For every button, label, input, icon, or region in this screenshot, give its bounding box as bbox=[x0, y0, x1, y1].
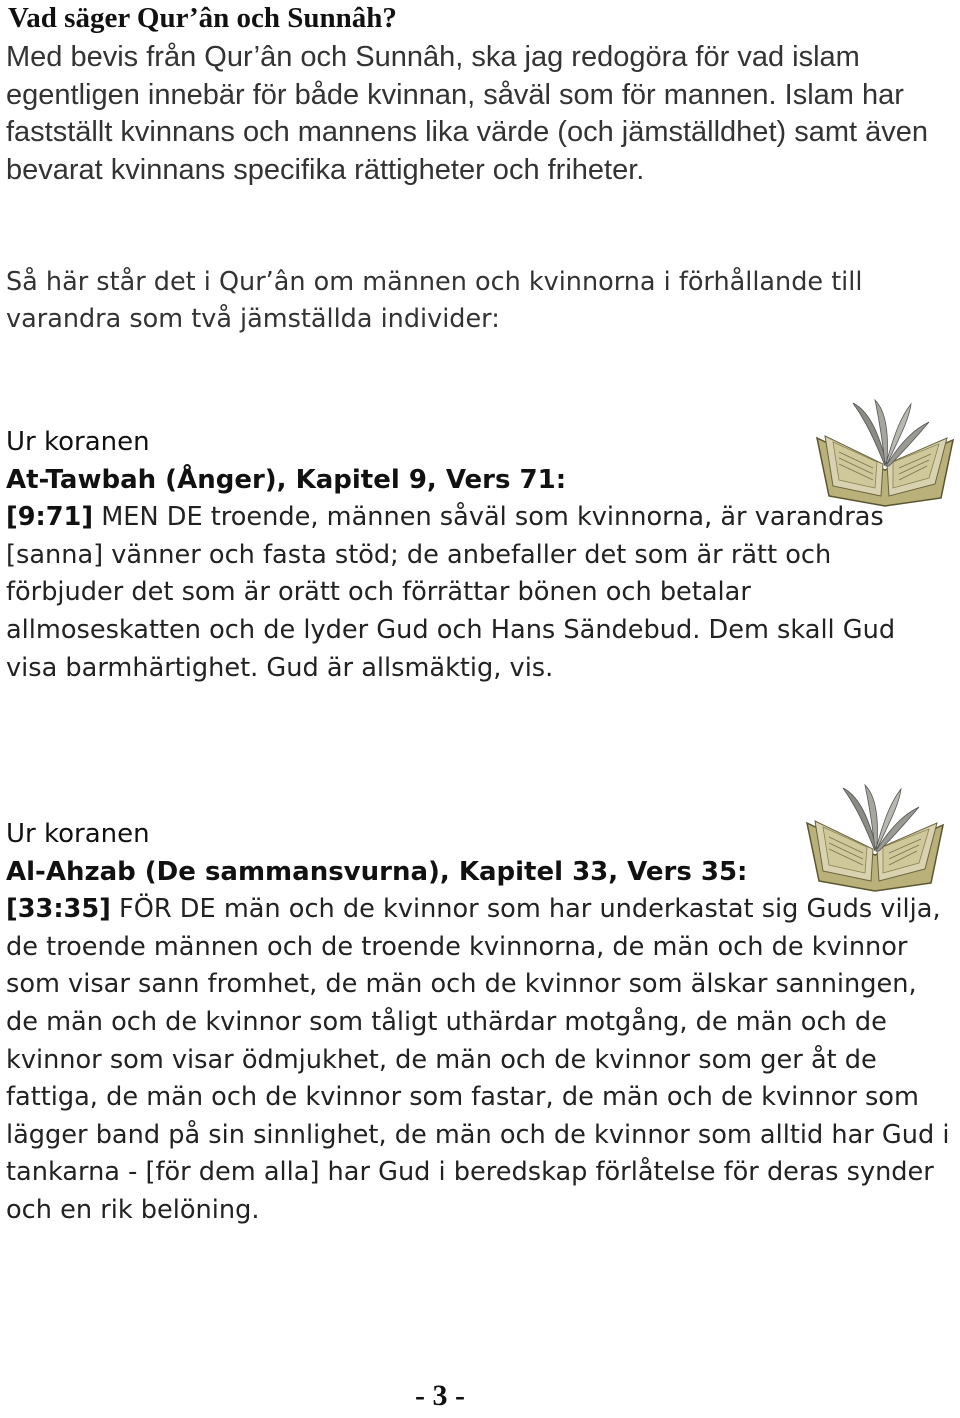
verse-text-block bbox=[6, 891, 951, 1229]
verse-text: MEN DE troende, männen såväl som kvinnorna, är varandras [sanna] vänner och fasta stöd; de anbefaller det som är rätt och förbjuder det som är orätt och förrättar bönen och betalar allmoseskatten och de lyder Gud och Hans Sändebud. Dem skall Gud visa barmhärtighet. Gud är allsmäktig, vis. bbox=[6, 502, 896, 683]
open-quran-book-icon bbox=[815, 398, 955, 508]
intro-paragraph: Med bevis från Qur’ân och Sunnâh, ska jag redogöra för vad islam egentligen innebär för både kvinnan, såväl som för mannen. Islam har fastställt kvinnans och mannens lika värde (och jämställdhet) samt även bevarat kvinnans specifika rättigheter och friheter. bbox=[6, 41, 928, 186]
verse-text: FÖR DE män och de kvinnor som har underkastat sig Guds vilja, de troende männen och de troende kvinnorna, de män och de kvinnor som visar sann fromhet, de män och de kvinnor som älskar sanningen, de män och de kvinnor som tåligt uthärdar motgång, de män och de kvinnor som visar ödmjukhet, de män och de kvinnor som ger åt de fattiga, de män och de kvinnor som fastar, de män och de kvinnor som lägger band på sin sinnlighet, de män och de kvinnor som alltid har Gud i tankarna - [för dem alla] har Gud i beredskap förlåtelse för deras synder och en rik belöning. bbox=[6, 894, 950, 1225]
open-quran-book-icon bbox=[805, 783, 945, 893]
context-paragraph: Så här står det i Qur’ân om männen och kvinnorna i förhållande till varandra som två jämställda individer: bbox=[6, 267, 863, 334]
section-heading: Ur koranen bbox=[6, 819, 150, 849]
quran-section-1 bbox=[6, 424, 951, 687]
verse-reference: At-Tawbah (Ånger), Kapitel 9, Vers 71: bbox=[6, 464, 567, 495]
page-title: Vad säger Qur’ân och Sunnâh? bbox=[8, 2, 397, 34]
section-heading: Ur koranen bbox=[6, 427, 150, 457]
verse-number: [9:71] bbox=[6, 502, 94, 533]
page-number: - 3 - bbox=[415, 1379, 465, 1412]
verse-reference: Al-Ahzab (De sammansvurna), Kapitel 33, Vers 35: bbox=[6, 856, 748, 887]
verse-number: [33:35] bbox=[6, 894, 111, 925]
verse-text-block bbox=[6, 499, 951, 687]
